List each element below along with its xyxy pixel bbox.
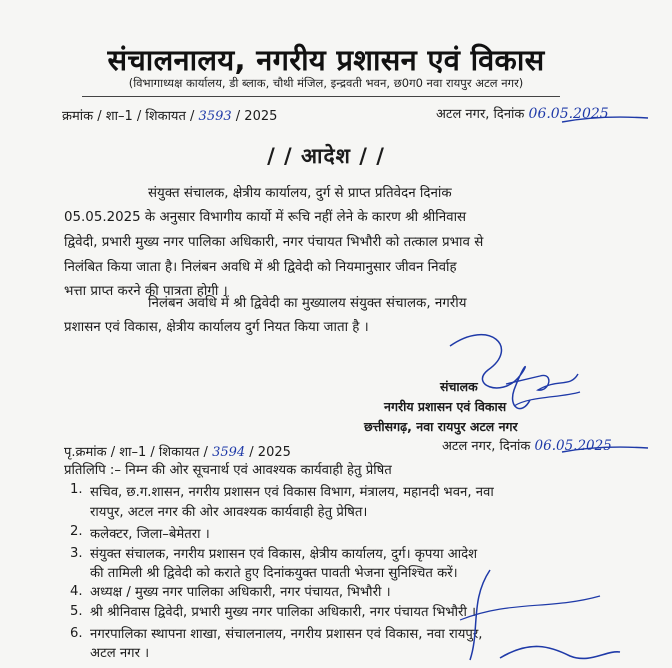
list-number: 1. <box>70 482 83 497</box>
copy-intro: प्रतिलिपि :– निम्न की ओर सूचनार्थ एवं आवश्यक कार्यवाही हेतु प्रेषित <box>64 463 392 478</box>
signatory-title: संचालक <box>440 379 478 394</box>
reference-prefix: पृ.क्रमांक / शा–1 / शिकायत / <box>64 445 208 460</box>
body-line: निलंबित किया जाता है। निलंबन अवधि में श्री द्विवेदी को नियमानुसार जीवन निर्वाह <box>64 260 457 275</box>
body-line: 05.05.2025 के अनुसार विभागीय कार्यो में रूचि नहीं लेने के कारण श्री श्रीनिवास <box>64 210 467 225</box>
reference-year: / 2025 <box>235 109 278 124</box>
list-item-line: अटल नगर । <box>90 646 150 661</box>
list-item-line: सचिव, छ.ग.शासन, नगरीय प्रशासन एवं विकास विभाग, मंत्रालय, महानदी भवन, नवा <box>90 485 494 500</box>
signatory-location: छत्तीसगढ़, नवा रायपुर अटल नगर <box>364 419 518 434</box>
handwritten-number: 3593 <box>198 109 232 124</box>
date-underline-stroke <box>560 112 652 126</box>
body-line: भत्ता प्राप्त करने की पात्रता होगी । <box>64 284 228 299</box>
reference-year: / 2025 <box>249 445 291 460</box>
body-line: निलंबन अवधि में श्री द्विवेदी का मुख्यालय संयुक्त संचालक, नगरीय <box>148 296 467 311</box>
handwritten-number: 3594 <box>212 445 246 460</box>
list-number: 6. <box>70 626 83 641</box>
signature-scribble <box>430 560 630 668</box>
list-item-line: अध्यक्ष / मुख्य नगर पालिका अधिकारी, नगर पंचायत, भिभौरी । <box>90 585 391 600</box>
office-address: (विभागाध्यक्ष कार्यालय, डी ब्लाक, चौथी मंजिल, इन्द्रवती भवन, छ0ग0 नवा रायपुर अटल नगर) <box>128 76 524 90</box>
handwritten-date: 06.05.2025 <box>528 106 609 122</box>
list-item-line: संयुक्त संचालक, नगरीय प्रशासन एवं विकास, क्षेत्रीय कार्यालय, दुर्ग। कृपया आदेश <box>90 547 478 562</box>
reference-prefix: क्रमांक / शा–1 / शिकायत / <box>62 109 195 124</box>
body-line: द्विवेदी, प्रभारी मुख्य नगर पालिका अधिकारी, नगर पंचायत भिभौरी को तत्काल प्रभाव से <box>64 235 484 250</box>
reference-number-1 <box>62 106 277 124</box>
body-line: संयुक्त संचालक, क्षेत्रीय कार्यालय, दुर्ग से प्राप्त प्रतिवेदन दिनांक <box>148 186 452 201</box>
list-item-line: कलेक्टर, जिला–बेमेतरा । <box>90 527 210 542</box>
list-number: 5. <box>70 604 83 619</box>
list-item-line: नगरपालिका स्थापना शाखा, संचालनालय, नगरीय प्रशासन एवं विकास, नवा रायपुर, <box>90 627 483 642</box>
signatory-department: नगरीय प्रशासन एवं विकास <box>384 399 507 414</box>
date-underline-stroke <box>560 442 652 456</box>
list-number: 2. <box>70 524 83 539</box>
place-date-label: अटल नगर, दिनांक <box>436 107 525 122</box>
department-title: संचालनालय, नगरीय प्रशासन एवं विकास <box>107 43 545 77</box>
list-item-line: श्री श्रीनिवास द्विवेदी, प्रभारी मुख्य नगर पालिका अधिकारी, नगर पंचायत भिभौरी । <box>90 605 477 620</box>
handwritten-date: 06.05.2025 <box>534 438 612 454</box>
reference-number-2 <box>64 442 291 460</box>
place-date-label: अटल नगर, दिनांक <box>442 439 531 454</box>
header-divider <box>82 96 560 97</box>
order-heading: / / आदेश / / <box>267 144 385 168</box>
list-item-line: की तामिली श्री द्विवेदी को कराते हुए दिनांकयुक्त पावती भेजना सुनिश्चित करें। <box>90 566 458 581</box>
list-number: 4. <box>70 584 83 599</box>
body-line: प्रशासन एवं विकास, क्षेत्रीय कार्यालय दुर्ग नियत किया जाता है । <box>64 320 369 335</box>
list-item-line: रायपुर, अटल नगर की ओर आवश्यक कार्यवाही हेतु प्रेषित। <box>90 505 368 520</box>
list-number: 3. <box>70 546 83 561</box>
